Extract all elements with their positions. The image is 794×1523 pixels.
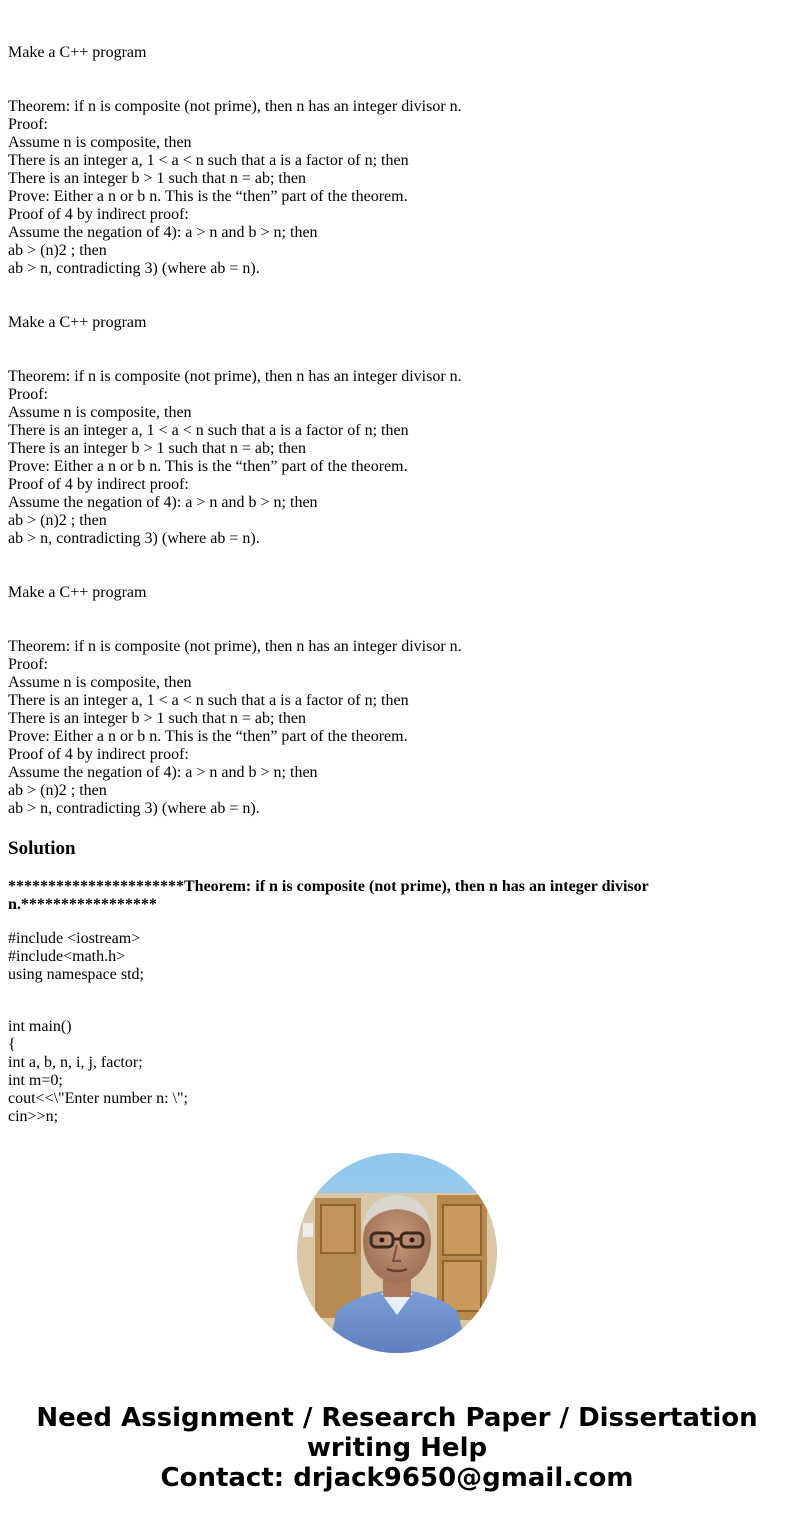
theorem-line: Prove: Either a n or b n. This is the “then” part of the theorem. <box>8 188 408 205</box>
theorem-line: Assume n is composite, then <box>8 674 192 691</box>
author-photo <box>297 1153 497 1353</box>
theorem-text <box>8 638 778 818</box>
theorem-line: There is an integer a, 1 < a < n such that a is a factor of n; then <box>8 152 409 169</box>
code-line: cout<<\"Enter number n: \"; <box>8 1090 188 1107</box>
question-block <box>8 44 778 278</box>
code-line: #include<math.h> <box>8 948 126 965</box>
question-intro: Make a C++ program <box>8 314 147 331</box>
code-line: using namespace std; <box>8 966 144 983</box>
portrait-illustration <box>297 1153 497 1353</box>
question-intro: Make a C++ program <box>8 584 147 601</box>
footer-contact-banner <box>0 1403 794 1493</box>
theorem-line: Assume the negation of 4): a > n and b > n; then <box>8 494 318 511</box>
theorem-line: Proof: <box>8 116 48 133</box>
footer-line: Need Assignment / Research Paper / Dissertation <box>36 1403 758 1433</box>
document-body <box>8 0 778 1126</box>
code-main <box>8 1018 778 1126</box>
theorem-line: Assume n is composite, then <box>8 404 192 421</box>
theorem-line: Theorem: if n is composite (not prime), then n has an integer divisor n. <box>8 98 462 115</box>
code-line: cin>>n; <box>8 1108 59 1125</box>
theorem-line: ab > n, contradicting 3) (where ab = n). <box>8 530 260 547</box>
theorem-line: There is an integer b > 1 such that n = ab; then <box>8 710 306 727</box>
theorem-line: ab > n, contradicting 3) (where ab = n). <box>8 800 260 817</box>
theorem-line: Proof of 4 by indirect proof: <box>8 476 189 493</box>
solution-theorem-title: **********************Theorem: if n is composite (not prime), then n has an integer divisor n.***************** <box>8 878 649 913</box>
theorem-line: There is an integer a, 1 < a < n such that a is a factor of n; then <box>8 422 409 439</box>
theorem-line: Theorem: if n is composite (not prime), then n has an integer divisor n. <box>8 368 462 385</box>
theorem-line: Prove: Either a n or b n. This is the “then” part of the theorem. <box>8 458 408 475</box>
footer-contact-email: Contact: drjack9650@gmail.com <box>160 1463 634 1493</box>
theorem-text <box>8 368 778 548</box>
question-block <box>8 584 778 818</box>
code-line: { <box>8 1036 16 1053</box>
theorem-line: ab > (n)2 ; then <box>8 242 107 259</box>
theorem-line: Proof: <box>8 386 48 403</box>
theorem-line: Proof of 4 by indirect proof: <box>8 206 189 223</box>
theorem-line: ab > (n)2 ; then <box>8 512 107 529</box>
code-includes <box>8 930 778 984</box>
theorem-line: There is an integer b > 1 such that n = ab; then <box>8 440 306 457</box>
question-block <box>8 314 778 548</box>
theorem-line: Assume the negation of 4): a > n and b > n; then <box>8 224 318 241</box>
solution-heading: Solution <box>8 838 76 859</box>
code-line: #include <iostream> <box>8 930 141 947</box>
code-line: int a, b, n, i, j, factor; <box>8 1054 143 1071</box>
theorem-line: Theorem: if n is composite (not prime), then n has an integer divisor n. <box>8 638 462 655</box>
theorem-line: ab > n, contradicting 3) (where ab = n). <box>8 260 260 277</box>
theorem-line: Prove: Either a n or b n. This is the “then” part of the theorem. <box>8 728 408 745</box>
theorem-line: There is an integer b > 1 such that n = ab; then <box>8 170 306 187</box>
code-line: int main() <box>8 1018 72 1035</box>
theorem-line: Assume n is composite, then <box>8 134 192 151</box>
theorem-line: ab > (n)2 ; then <box>8 782 107 799</box>
theorem-line: There is an integer a, 1 < a < n such that a is a factor of n; then <box>8 692 409 709</box>
footer-line: writing Help <box>306 1433 488 1463</box>
theorem-line: Proof of 4 by indirect proof: <box>8 746 189 763</box>
theorem-line: Proof: <box>8 656 48 673</box>
question-intro: Make a C++ program <box>8 44 147 61</box>
theorem-line: Assume the negation of 4): a > n and b > n; then <box>8 764 318 781</box>
code-line: int m=0; <box>8 1072 63 1089</box>
theorem-text <box>8 98 778 278</box>
